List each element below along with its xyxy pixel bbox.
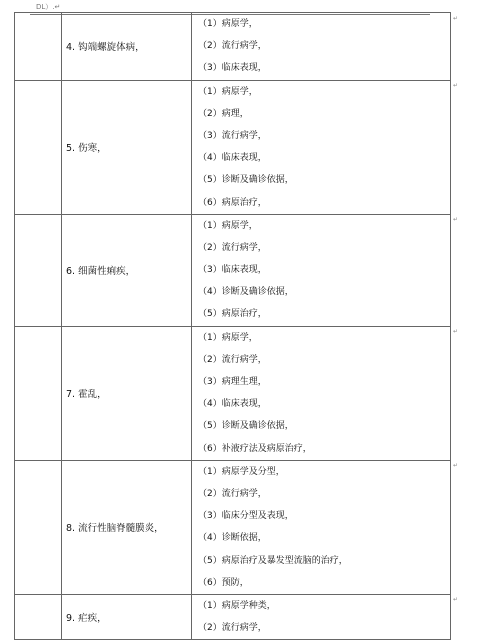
blank-cell — [15, 326, 62, 460]
blank-cell — [15, 594, 62, 639]
disease-name: 9. 疟疾， — [62, 594, 192, 639]
paragraph-mark: ↵ — [453, 596, 459, 604]
topic-item: （1）病原学种类， — [198, 600, 276, 611]
topic-item: （2）流行病学， — [198, 354, 267, 365]
disease-name: 7. 霍乱， — [62, 326, 192, 460]
paragraph-mark: ↵ — [453, 216, 459, 224]
topic-item: （4）临床表现， — [198, 153, 267, 164]
topic-item: （4）诊断依据， — [198, 533, 267, 544]
topics-cell — [192, 460, 451, 594]
topic-item: （4）诊断及确诊依据， — [198, 287, 294, 298]
paragraph-mark: ↵ — [453, 14, 459, 22]
topic-item: （5）病原治疗， — [198, 309, 267, 320]
topic-item: （3）临床分型及表现， — [198, 511, 294, 522]
topic-item: （3）临床表现， — [198, 265, 267, 276]
blank-cell — [15, 80, 62, 214]
syllabus-table — [14, 12, 451, 640]
topic-item: （2）流行病学， — [198, 623, 267, 634]
topic-item: （1）病原学， — [198, 19, 258, 29]
blank-cell — [15, 13, 62, 81]
topics-cell — [192, 13, 451, 81]
topic-item: （6）补液疗法及病原治疗， — [198, 443, 312, 454]
topic-item: （1）病原学， — [198, 220, 258, 231]
topic-item: （1）病原学， — [198, 332, 258, 343]
topic-item: （3）病理生理， — [198, 377, 267, 387]
blank-cell — [15, 214, 62, 326]
disease-name: 6. 细菌性痢疾， — [62, 214, 192, 326]
paragraph-mark: ↵ — [453, 82, 459, 90]
topics-cell — [192, 80, 451, 214]
topic-item: （5）病原治疗及暴发型流脑的治疗， — [198, 555, 348, 566]
topic-item: （2）病理， — [198, 108, 249, 119]
topic-item: （2）流行病学， — [198, 488, 267, 499]
topic-item: （2）流行病学， — [198, 242, 267, 253]
topic-item: （1）病原学及分型， — [198, 466, 285, 477]
topic-item: （2）流行病学， — [198, 41, 267, 52]
header-note: DL）.↵ — [36, 3, 61, 11]
topic-item: （3）临床表现， — [198, 63, 267, 74]
disease-name: 4. 钩端螺旋体病， — [62, 13, 192, 81]
topic-item: （4）临床表现， — [198, 399, 267, 410]
disease-name: 5. 伤寒， — [62, 80, 192, 214]
topics-cell — [192, 594, 451, 639]
topic-item: （6）预防， — [198, 577, 249, 588]
blank-cell — [15, 460, 62, 594]
topic-item: （1）病原学， — [198, 86, 258, 97]
topic-item: （5）诊断及确诊依据， — [198, 421, 294, 432]
disease-name: 8. 流行性脑脊髓膜炎， — [62, 460, 192, 594]
topics-cell — [192, 214, 451, 326]
paragraph-mark: ↵ — [453, 462, 459, 470]
topic-item: （5）诊断及确诊依据， — [198, 175, 294, 186]
topics-cell — [192, 326, 451, 460]
topic-item: （6）病原治疗， — [198, 197, 267, 208]
topic-item: （3）流行病学， — [198, 130, 267, 141]
paragraph-mark: ↵ — [453, 328, 459, 336]
